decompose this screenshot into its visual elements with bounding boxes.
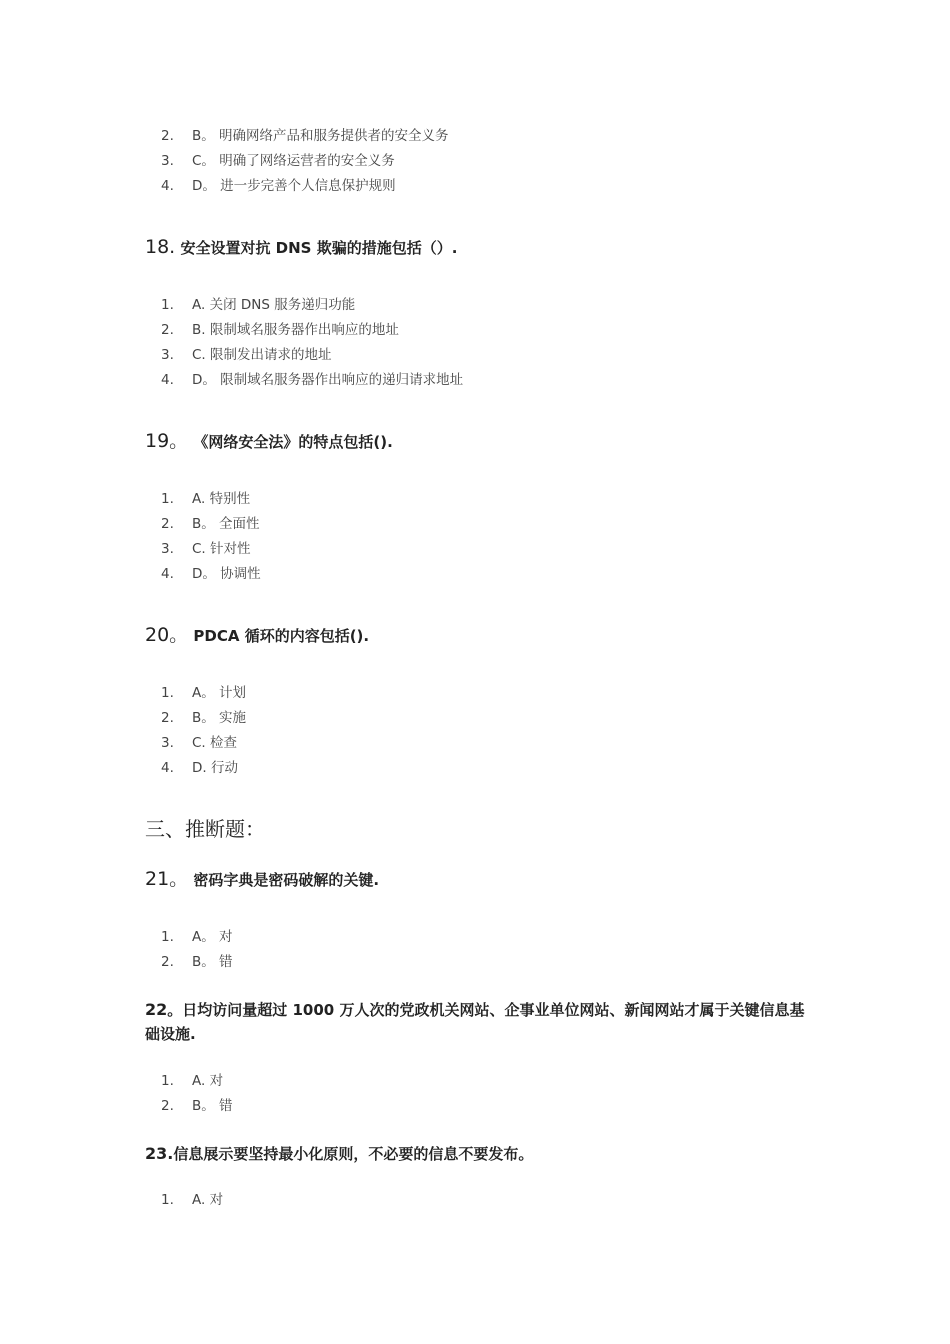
question-21-title: [145, 867, 805, 892]
option-text: A. 对: [192, 1073, 224, 1089]
option-index: 3.: [161, 153, 174, 169]
option-index: 4.: [161, 566, 174, 582]
option-index: 2.: [161, 954, 174, 970]
question-19-title: [145, 429, 805, 454]
section-title: 三、推断题：: [145, 817, 265, 841]
question-20-title: [145, 623, 805, 648]
option-text: A。 对: [192, 929, 233, 945]
option-index: 4.: [161, 760, 174, 776]
option-index: 2.: [161, 710, 174, 726]
option-index: 2.: [161, 322, 174, 338]
option-text: B。 全面性: [192, 516, 260, 532]
question-text: PDCA 循环的内容包括().: [188, 627, 370, 645]
option-text: B. 限制域名服务器作出响应的地址: [192, 322, 399, 338]
option-text: A。 计划: [192, 685, 247, 701]
option-index: 1.: [161, 491, 174, 507]
question-number: 19。: [145, 430, 189, 452]
option-text: D。 限制域名服务器作出响应的递归请求地址: [192, 372, 464, 388]
option-index: 2.: [161, 516, 174, 532]
question-number: 18.: [145, 236, 176, 258]
question-number: 20。: [145, 624, 189, 646]
option-index: 1.: [161, 297, 174, 313]
option-text: C. 限制发出请求的地址: [192, 347, 332, 363]
option-text: B。 实施: [192, 710, 247, 726]
option-text: B。 错: [192, 1098, 233, 1114]
question-18-title: [145, 235, 805, 260]
option-text: A. 特别性: [192, 491, 251, 507]
option-index: 1.: [161, 1192, 174, 1208]
option-text: B。 明确网络产品和服务提供者的安全义务: [192, 128, 449, 144]
option-index: 3.: [161, 541, 174, 557]
question-text: 。日均访问量超过 1000 万人次的党政机关网站、企事业单位网站、新闻网站才属于关键信息基础设施.: [145, 1001, 805, 1043]
option-index: 4.: [161, 178, 174, 194]
question-text: 密码字典是密码破解的关键.: [188, 871, 380, 889]
question-number: 21。: [145, 868, 189, 890]
option-index: 1.: [161, 685, 174, 701]
option-text: D。 协调性: [192, 566, 261, 582]
option-text: C. 针对性: [192, 541, 251, 557]
question-text: 《网络安全法》的特点包括().: [188, 433, 393, 451]
option-text: A. 对: [192, 1192, 224, 1208]
question-text: 信息展示要坚持最小化原则，不必要的信息不要发布。: [173, 1145, 534, 1163]
option-index: 1.: [161, 929, 174, 945]
option-text: C。 明确了网络运营者的安全义务: [192, 153, 395, 169]
option-index: 3.: [161, 735, 174, 751]
option-text: D。 进一步完善个人信息保护规则: [192, 178, 396, 194]
option-text: D. 行动: [192, 760, 238, 776]
question-text: 安全设置对抗 DNS 欺骗的措施包括（）.: [175, 239, 458, 257]
option-text: A. 关闭 DNS 服务递归功能: [192, 297, 356, 313]
question-number: 22: [145, 1000, 168, 1019]
option-index: 3.: [161, 347, 174, 363]
question-number: 23.: [145, 1144, 174, 1163]
option-index: 2.: [161, 128, 174, 144]
option-text: C. 检查: [192, 735, 238, 751]
option-index: 4.: [161, 372, 174, 388]
option-text: B。 错: [192, 954, 233, 970]
question-22-title: [145, 998, 805, 1046]
option-index: 1.: [161, 1073, 174, 1089]
question-23-title: [145, 1142, 805, 1166]
option-index: 2.: [161, 1098, 174, 1114]
